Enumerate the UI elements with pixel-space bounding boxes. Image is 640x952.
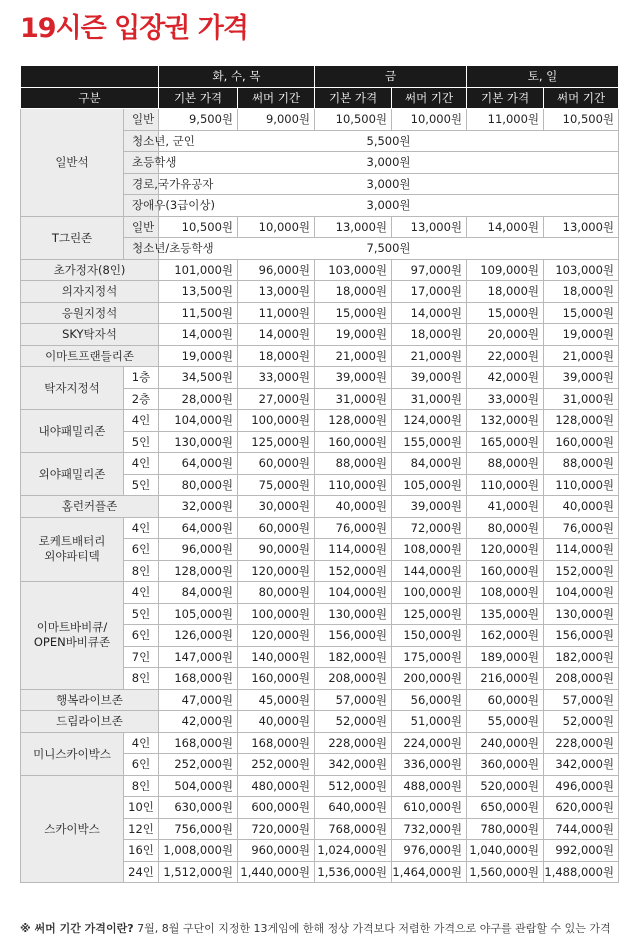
price-cell: 1,040,000원 [467,840,544,862]
subcategory-label: 6인 [124,754,159,776]
price-cell: 17,000원 [392,281,467,303]
price-cell: 15,000원 [315,302,392,324]
price-cell: 132,000원 [467,410,544,432]
price-cell: 109,000원 [467,259,544,281]
price-cell: 88,000원 [315,453,392,475]
price-cell: 103,000원 [315,259,392,281]
category-label: 탁자지정석 [21,367,124,410]
price-cell: 976,000원 [392,840,467,862]
table-row [21,367,619,389]
price-cell: 120,000원 [467,539,544,561]
price-cell: 88,000원 [544,453,619,475]
header-summer-price: 써머 기간 [238,87,315,109]
price-cell: 168,000원 [159,668,238,690]
subcategory-label: 초등학생 [124,152,159,174]
price-cell: 105,000원 [392,474,467,496]
subcategory-label: 24인 [124,861,159,883]
price-cell: 200,000원 [392,668,467,690]
price-cell: 125,000원 [392,603,467,625]
category-label: 행복라이브존 [21,689,159,711]
price-cell: 125,000원 [238,431,315,453]
price-cell: 60,000원 [238,517,315,539]
price-cell: 80,000원 [159,474,238,496]
price-cell: 152,000원 [544,560,619,582]
price-cell: 39,000원 [544,367,619,389]
table-row [21,259,619,281]
price-cell: 14,000원 [159,324,238,346]
price-cell: 9,000원 [238,109,315,131]
footnote-mark: ※ 써머 기간 가격이란? [20,922,134,935]
price-cell: 13,000원 [544,216,619,238]
price-cell: 128,000원 [159,560,238,582]
price-cell: 10,000원 [238,216,315,238]
subcategory-label: 8인 [124,668,159,690]
price-cell: 144,000원 [392,560,467,582]
price-cell: 768,000원 [315,818,392,840]
footnote [20,920,611,936]
price-cell: 224,000원 [392,732,467,754]
price-cell: 156,000원 [544,625,619,647]
price-cell: 228,000원 [544,732,619,754]
category-label [21,582,124,690]
price-cell: 10,500원 [315,109,392,131]
subcategory-label: 일반 [124,216,159,238]
price-cell: 40,000원 [238,711,315,733]
price-cell: 128,000원 [315,410,392,432]
price-cell: 41,000원 [467,496,544,518]
price-cell: 130,000원 [315,603,392,625]
subcategory-label: 일반 [124,109,159,131]
price-cell: 130,000원 [544,603,619,625]
category-label: 홈런커플존 [21,496,159,518]
price-cell: 1,440,000원 [238,861,315,883]
price-cell: 208,000원 [544,668,619,690]
price-cell: 120,000원 [238,625,315,647]
price-cell: 165,000원 [467,431,544,453]
price-cell: 126,000원 [159,625,238,647]
price-cell: 40,000원 [315,496,392,518]
price-cell: 720,000원 [238,818,315,840]
category-label-line: OPEN바비큐존 [33,635,111,650]
price-cell: 114,000원 [544,539,619,561]
price-cell: 42,000원 [159,711,238,733]
table-row [21,302,619,324]
subcategory-label: 4인 [124,517,159,539]
price-cell: 110,000원 [544,474,619,496]
price-cell: 101,000원 [159,259,238,281]
price-cell: 11,500원 [159,302,238,324]
header-weekday: 화, 수, 목 [159,66,315,88]
price-cell: 182,000원 [544,646,619,668]
price-cell: 168,000원 [238,732,315,754]
category-label: 이마트프랜들리존 [21,345,159,367]
price-cell: 76,000원 [544,517,619,539]
price-cell: 103,000원 [544,259,619,281]
category-label-line: 로케트배터리 [38,534,106,549]
subcategory-label: 6인 [124,625,159,647]
subcategory-label: 경로,국가유공자 [124,173,159,195]
price-cell: 51,000원 [392,711,467,733]
price-cell: 10,000원 [392,109,467,131]
price-cell: 128,000원 [544,410,619,432]
price-cell: 60,000원 [467,689,544,711]
price-cell: 104,000원 [159,410,238,432]
price-cell: 18,000원 [392,324,467,346]
price-cell: 57,000원 [544,689,619,711]
ticket-price-table [20,65,619,883]
price-cell: 75,000원 [238,474,315,496]
price-cell: 252,000원 [159,754,238,776]
price-cell: 90,000원 [238,539,315,561]
price-cell: 240,000원 [467,732,544,754]
price-cell: 22,000원 [467,345,544,367]
table-row [21,711,619,733]
price-cell: 175,000원 [392,646,467,668]
price-cell: 140,000원 [238,646,315,668]
price-cell: 72,000원 [392,517,467,539]
price-cell: 31,000원 [544,388,619,410]
header-summer-price: 써머 기간 [544,87,619,109]
price-cell: 14,000원 [392,302,467,324]
price-cell: 97,000원 [392,259,467,281]
price-cell: 14,000원 [467,216,544,238]
table-row [21,109,619,131]
price-cell: 28,000원 [159,388,238,410]
table-row [21,582,619,604]
price-cell: 1,488,000원 [544,861,619,883]
price-cell: 160,000원 [238,668,315,690]
table-row [21,453,619,475]
price-cell: 19,000원 [315,324,392,346]
subcategory-label: 16인 [124,840,159,862]
price-cell: 40,000원 [544,496,619,518]
price-cell: 520,000원 [467,775,544,797]
price-cell: 228,000원 [315,732,392,754]
price-cell: 52,000원 [544,711,619,733]
price-cell: 114,000원 [315,539,392,561]
category-label: 초가정자(8인) [21,259,159,281]
price-cell: 160,000원 [467,560,544,582]
price-cell: 100,000원 [238,603,315,625]
price-cell: 1,536,000원 [315,861,392,883]
category-label: 내야패밀리존 [21,410,124,453]
price-cell: 20,000원 [467,324,544,346]
price-cell: 39,000원 [392,367,467,389]
price-cell: 27,000원 [238,388,315,410]
price-cell: 33,000원 [467,388,544,410]
price-cell: 189,000원 [467,646,544,668]
table-row [21,496,619,518]
table-row [21,324,619,346]
subcategory-label: 6인 [124,539,159,561]
price-cell: 14,000원 [238,324,315,346]
table-row [21,345,619,367]
price-cell: 18,000원 [238,345,315,367]
category-label: 의자지정석 [21,281,159,303]
price-cell: 100,000원 [392,582,467,604]
price-cell: 19,000원 [544,324,619,346]
page-title: 19시즌 입장권 가격 [20,13,248,44]
price-cell: 110,000원 [467,474,544,496]
price-cell: 610,000원 [392,797,467,819]
price-cell: 105,000원 [159,603,238,625]
price-cell: 182,000원 [315,646,392,668]
price-cell: 34,500원 [159,367,238,389]
price-cell: 108,000원 [467,582,544,604]
price-cell: 80,000원 [467,517,544,539]
price-cell: 496,000원 [544,775,619,797]
price-cell: 135,000원 [467,603,544,625]
price-cell: 30,000원 [238,496,315,518]
price-cell: 156,000원 [315,625,392,647]
subcategory-label: 4인 [124,410,159,432]
header-base-price: 기본 가격 [467,87,544,109]
price-cell: 21,000원 [315,345,392,367]
price-cell: 10,500원 [159,216,238,238]
category-label: T그린존 [21,216,124,259]
category-label: SKY탁자석 [21,324,159,346]
header-weekend: 토, 일 [467,66,619,88]
price-cell: 32,000원 [159,496,238,518]
price-cell: 600,000원 [238,797,315,819]
table-row [21,216,619,238]
price-cell: 488,000원 [392,775,467,797]
price-cell: 15,000원 [467,302,544,324]
price-cell: 55,000원 [467,711,544,733]
price-cell: 18,000원 [315,281,392,303]
price-cell: 168,000원 [159,732,238,754]
price-cell: 31,000원 [392,388,467,410]
subcategory-label: 5인 [124,474,159,496]
price-cell: 60,000원 [238,453,315,475]
category-label: 스카이박스 [21,775,124,883]
price-cell: 33,000원 [238,367,315,389]
price-cell: 64,000원 [159,517,238,539]
table-row [21,689,619,711]
price-cell: 31,000원 [315,388,392,410]
header-summer-price: 써머 기간 [392,87,467,109]
price-cell: 640,000원 [315,797,392,819]
price-cell: 1,512,000원 [159,861,238,883]
price-cell: 124,000원 [392,410,467,432]
table-row [21,517,619,539]
price-cell: 650,000원 [467,797,544,819]
price-cell: 252,000원 [238,754,315,776]
price-cell: 39,000원 [392,496,467,518]
price-cell: 3,000원 [159,173,619,195]
footnote-text: 7월, 8월 구단이 지정한 13게임에 한해 정상 가격보다 저렴한 가격으로 야구를 관람할 수 있는 가격 [133,922,611,935]
price-cell: 5,500원 [159,130,619,152]
category-label: 일반석 [21,109,124,217]
price-cell: 620,000원 [544,797,619,819]
category-label: 드림라이브존 [21,711,159,733]
header-gubun: 구분 [21,87,159,109]
price-cell: 21,000원 [392,345,467,367]
subcategory-label: 5인 [124,431,159,453]
header-base-price: 기본 가격 [315,87,392,109]
price-cell: 342,000원 [544,754,619,776]
price-cell: 150,000원 [392,625,467,647]
price-cell: 18,000원 [467,281,544,303]
header-base-price: 기본 가격 [159,87,238,109]
price-cell: 756,000원 [159,818,238,840]
subcategory-label: 4인 [124,582,159,604]
category-label [21,517,124,582]
price-cell: 1,560,000원 [467,861,544,883]
table-row [21,281,619,303]
price-cell: 160,000원 [315,431,392,453]
price-cell: 342,000원 [315,754,392,776]
table-row [21,410,619,432]
subcategory-label: 8인 [124,560,159,582]
price-cell: 76,000원 [315,517,392,539]
price-cell: 56,000원 [392,689,467,711]
price-cell: 104,000원 [544,582,619,604]
price-cell: 336,000원 [392,754,467,776]
price-cell: 152,000원 [315,560,392,582]
price-cell: 108,000원 [392,539,467,561]
table-row [21,732,619,754]
price-cell: 110,000원 [315,474,392,496]
price-cell: 18,000원 [544,281,619,303]
price-cell: 216,000원 [467,668,544,690]
price-cell: 19,000원 [159,345,238,367]
price-cell: 21,000원 [544,345,619,367]
price-cell: 162,000원 [467,625,544,647]
price-cell: 57,000원 [315,689,392,711]
price-cell: 96,000원 [159,539,238,561]
price-cell: 630,000원 [159,797,238,819]
price-cell: 10,500원 [544,109,619,131]
price-cell: 13,000원 [392,216,467,238]
category-label-line: 이마트바비큐/ [36,620,108,635]
category-label: 미니스카이박스 [21,732,124,775]
price-cell: 39,000원 [315,367,392,389]
subcategory-label: 5인 [124,603,159,625]
subcategory-label: 청소년, 군인 [124,130,159,152]
price-cell: 504,000원 [159,775,238,797]
category-label-line: 외야파티덱 [44,549,100,564]
subcategory-label: 4인 [124,453,159,475]
price-cell: 13,000원 [315,216,392,238]
price-cell: 11,000원 [238,302,315,324]
price-cell: 96,000원 [238,259,315,281]
price-cell: 52,000원 [315,711,392,733]
price-cell: 15,000원 [544,302,619,324]
price-cell: 84,000원 [392,453,467,475]
price-cell: 3,000원 [159,152,619,174]
price-cell: 147,000원 [159,646,238,668]
price-cell: 130,000원 [159,431,238,453]
table-row [21,775,619,797]
price-cell: 88,000원 [467,453,544,475]
subcategory-label: 1층 [124,367,159,389]
category-label: 외야패밀리존 [21,453,124,496]
price-cell: 47,000원 [159,689,238,711]
subcategory-label: 7인 [124,646,159,668]
price-cell: 13,500원 [159,281,238,303]
subcategory-label: 2층 [124,388,159,410]
price-cell: 512,000원 [315,775,392,797]
price-cell: 104,000원 [315,582,392,604]
price-cell: 155,000원 [392,431,467,453]
price-cell: 9,500원 [159,109,238,131]
price-cell: 120,000원 [238,560,315,582]
header-friday: 금 [315,66,467,88]
price-cell: 13,000원 [238,281,315,303]
price-cell: 45,000원 [238,689,315,711]
subcategory-label: 장애우(3급이상) [124,195,159,217]
price-cell: 992,000원 [544,840,619,862]
price-cell: 208,000원 [315,668,392,690]
price-cell: 1,024,000원 [315,840,392,862]
price-cell: 480,000원 [238,775,315,797]
price-cell: 744,000원 [544,818,619,840]
price-cell: 3,000원 [159,195,619,217]
subcategory-label: 12인 [124,818,159,840]
price-cell: 732,000원 [392,818,467,840]
price-cell: 160,000원 [544,431,619,453]
price-cell: 780,000원 [467,818,544,840]
price-cell: 42,000원 [467,367,544,389]
subcategory-label: 청소년/초등학생 [124,238,159,260]
subcategory-label: 4인 [124,732,159,754]
price-cell: 960,000원 [238,840,315,862]
header-blank [21,66,159,88]
price-cell: 11,000원 [467,109,544,131]
price-cell: 84,000원 [159,582,238,604]
price-cell: 64,000원 [159,453,238,475]
price-cell: 7,500원 [159,238,619,260]
price-cell: 1,008,000원 [159,840,238,862]
price-cell: 80,000원 [238,582,315,604]
subcategory-label: 10인 [124,797,159,819]
price-cell: 360,000원 [467,754,544,776]
price-cell: 100,000원 [238,410,315,432]
price-cell: 1,464,000원 [392,861,467,883]
category-label: 응원지정석 [21,302,159,324]
subcategory-label: 8인 [124,775,159,797]
